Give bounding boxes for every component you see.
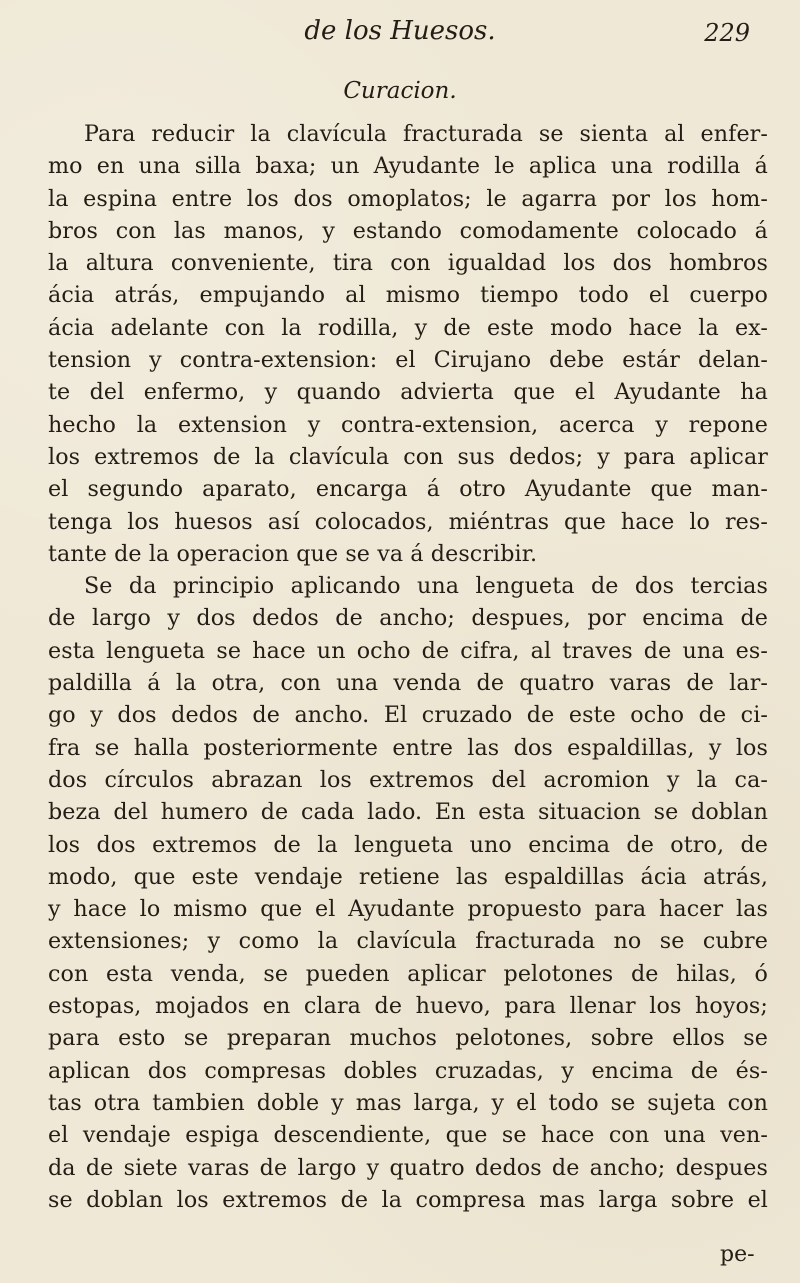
text-line: tas otra tambien doble y mas larga, y el todo se sujeta con xyxy=(48,1089,768,1116)
text-line: fra se halla posteriormente entre las dos espaldillas, y los xyxy=(48,734,768,761)
text-line: para esto se preparan muchos pelotones, sobre ellos se xyxy=(48,1025,768,1052)
text-line: te del enfermo, y quando advierta que el Ayudante ha xyxy=(48,379,768,406)
text-line: la espina entre los dos omoplatos; le agarra por los hom- xyxy=(48,185,768,212)
text-line: modo, que este vendaje retiene las espaldillas ácia atrás, xyxy=(48,863,768,890)
text-line: con esta venda, se pueden aplicar pelotones de hilas, ó xyxy=(48,960,768,987)
paragraph-bandage xyxy=(48,570,768,1216)
text-line: beza del humero de cada lado. En esta situacion se doblan xyxy=(48,799,768,826)
page-header xyxy=(0,14,800,58)
text-line: ácia atrás, empujando al mismo tiempo todo el cuerpo xyxy=(48,282,768,309)
text-line: bros con las manos, y estando comodamente colocado á xyxy=(48,217,768,244)
text-line: esta lengueta se hace un ocho de cifra, al traves de una es- xyxy=(48,637,768,664)
text-line: Para reducir la clavícula fracturada se sienta al enfer- xyxy=(84,121,768,147)
text-line: tenga los huesos así colocados, miéntras que hace lo res- xyxy=(48,508,768,535)
text-line: dos círculos abrazan los extremos del acromion y la ca- xyxy=(48,766,768,793)
running-head: de los Huesos. xyxy=(304,16,496,46)
text-line: mo en una silla baxa; un Ayudante le aplica una rodilla á xyxy=(48,153,768,180)
text-line: los extremos de la clavícula con sus dedos; y para aplicar xyxy=(48,443,768,470)
section-title: Curacion. xyxy=(343,78,457,104)
text-line: Se da principio aplicando una lengueta de dos tercias xyxy=(84,573,768,600)
text-line: tante de la operacion que se va á describir. xyxy=(48,540,538,567)
text-line: se doblan los extremos de la compresa mas larga sobre el xyxy=(48,1186,768,1213)
text-line: el vendaje espiga descendiente, que se hace con una ven- xyxy=(48,1122,768,1149)
text-line: paldilla á la otra, con una venda de quatro varas de lar- xyxy=(48,670,768,697)
paragraph-reduction xyxy=(48,118,768,570)
text-line: estopas, mojados en clara de huevo, para llenar los hoyos; xyxy=(48,993,768,1020)
text-line: extensiones; y como la clavícula fracturada no se cubre xyxy=(48,928,768,955)
text-line: de largo y dos dedos de ancho; despues, por encima de xyxy=(48,605,768,632)
text-line: go y dos dedos de ancho. El cruzado de este ocho de ci- xyxy=(48,702,768,729)
text-line: la altura conveniente, tira con igualdad los dos hombros xyxy=(48,250,768,277)
text-line: aplican dos compresas dobles cruzadas, y encima de és- xyxy=(48,1057,768,1084)
page-number: 229 xyxy=(704,19,750,47)
text-line: tension y contra-extension: el Cirujano debe estár delan- xyxy=(48,347,768,374)
text-line: y hace lo mismo que el Ayudante propuesto para hacer las xyxy=(48,896,768,923)
text-line: los dos extremos de la lengueta uno encima de otro, de xyxy=(48,831,768,858)
text-line: ácia adelante con la rodilla, y de este modo hace la ex- xyxy=(48,314,768,341)
text-line: el segundo aparato, encarga á otro Ayudante que man- xyxy=(48,476,768,503)
text-line: hecho la extension y contra-extension, acerca y repone xyxy=(48,411,768,438)
text-line: da de siete varas de largo y quatro dedos de ancho; despues xyxy=(48,1154,768,1181)
body-text xyxy=(48,118,768,1216)
catchword: pe- xyxy=(720,1242,755,1267)
